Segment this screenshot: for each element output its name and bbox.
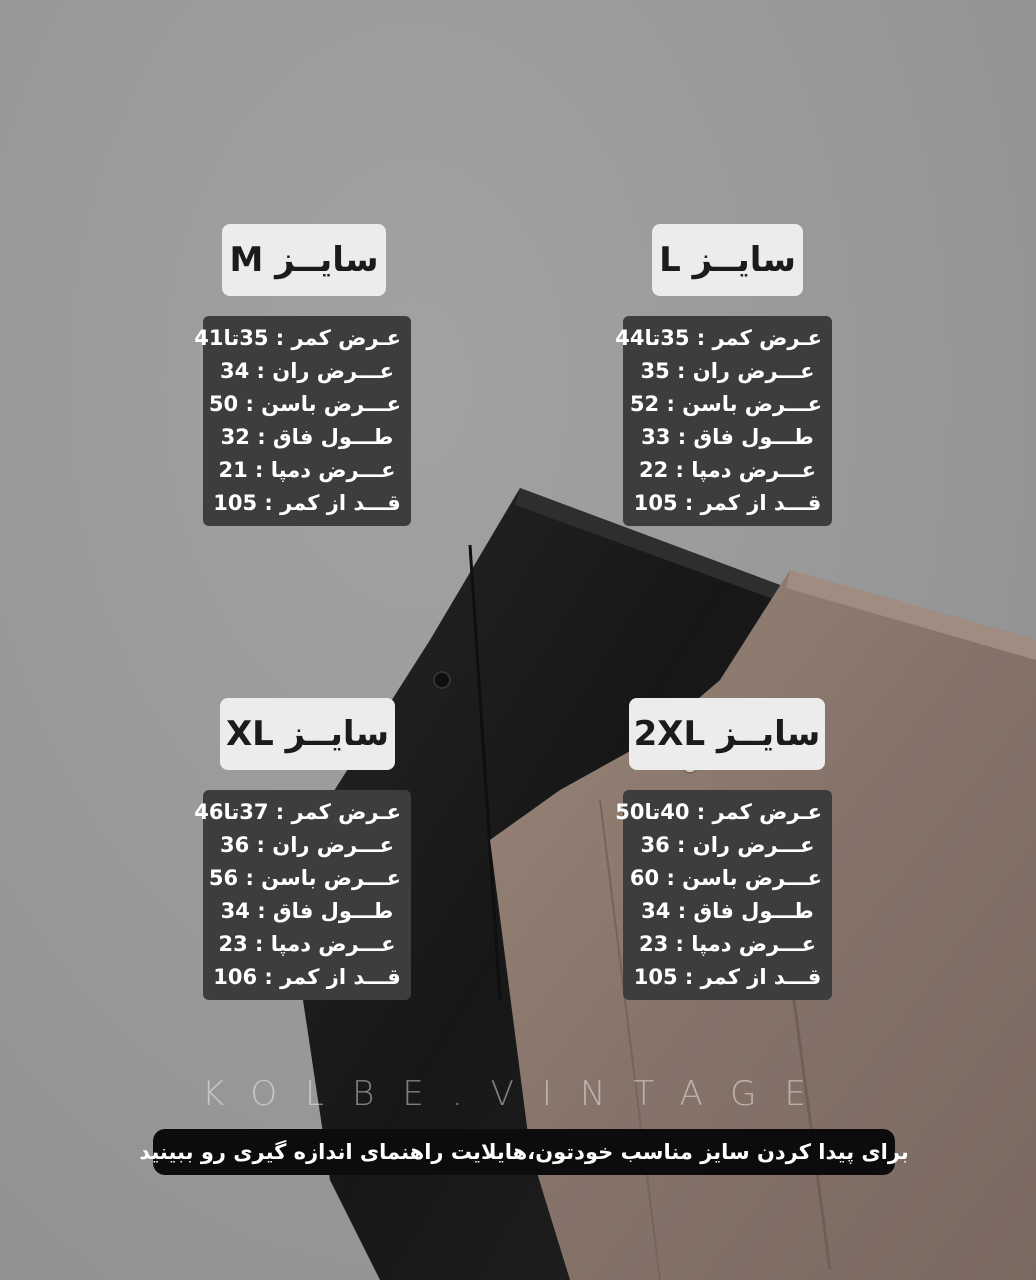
size-2xl-hip: عـــرض باسن : 60 <box>629 866 822 890</box>
size-2xl-rise: طـــول فاق : 34 <box>641 899 814 923</box>
size-l-title <box>652 224 803 296</box>
size-m-title <box>222 224 386 296</box>
size-l-label: سایــز L <box>659 240 796 280</box>
size-m-waist: عـرض کمر : 35تا41 <box>194 326 401 350</box>
size-xl-thigh: عـــرض ران : 36 <box>220 833 394 857</box>
size-xl-waist: عـرض کمر : 37تا46 <box>194 800 401 824</box>
size-xl-table <box>194 790 411 1000</box>
size-l-thigh: عـــرض ران : 35 <box>640 359 815 383</box>
size-xl-title <box>220 698 395 770</box>
size-m-rise: طـــول فاق : 32 <box>220 425 394 449</box>
size-xl-length: قـــد از کمر : 106 <box>213 965 401 989</box>
size-m-length: قـــد از کمر : 105 <box>213 491 401 515</box>
size-m-label: سایــز M <box>229 240 379 280</box>
size-xl-rise: طـــول فاق : 34 <box>220 899 394 923</box>
size-2xl-length: قـــد از کمر : 105 <box>633 965 822 989</box>
size-2xl-table <box>615 790 832 1000</box>
size-l-hip: عـــرض باسن : 52 <box>629 392 822 416</box>
size-m-hip: عـــرض باسن : 50 <box>208 392 401 416</box>
size-l-rise: طـــول فاق : 33 <box>641 425 814 449</box>
size-xl-hip: عـــرض باسن : 56 <box>208 866 401 890</box>
size-2xl-thigh: عـــرض ران : 36 <box>640 833 815 857</box>
size-l-hem: عـــرض دمپا : 22 <box>639 458 816 482</box>
size-2xl-title <box>629 698 825 770</box>
brand-watermark: KOLBE.VINTAGE <box>201 1074 835 1114</box>
size-l-length: قـــد از کمر : 105 <box>633 491 822 515</box>
size-m-table <box>194 316 411 526</box>
size-l-table <box>615 316 832 526</box>
button-icon <box>434 672 450 688</box>
size-xl-label: سایــز XL <box>225 714 390 754</box>
size-l-waist: عـرض کمر : 35تا44 <box>615 326 822 350</box>
size-2xl-label: سایــز 2XL <box>633 714 821 754</box>
footer-note: برای پیدا کردن سایز مناسب خودتون،هایلایت راهنمای اندازه گیری رو ببینید <box>139 1140 909 1164</box>
size-m-thigh: عـــرض ران : 34 <box>220 359 394 383</box>
size-2xl-hem: عـــرض دمپا : 23 <box>639 932 816 956</box>
size-2xl-waist: عـرض کمر : 40تا50 <box>615 800 822 824</box>
footer-note-bar <box>139 1129 909 1175</box>
size-xl-hem: عـــرض دمپا : 23 <box>218 932 396 956</box>
size-m-hem: عـــرض دمپا : 21 <box>218 458 396 482</box>
